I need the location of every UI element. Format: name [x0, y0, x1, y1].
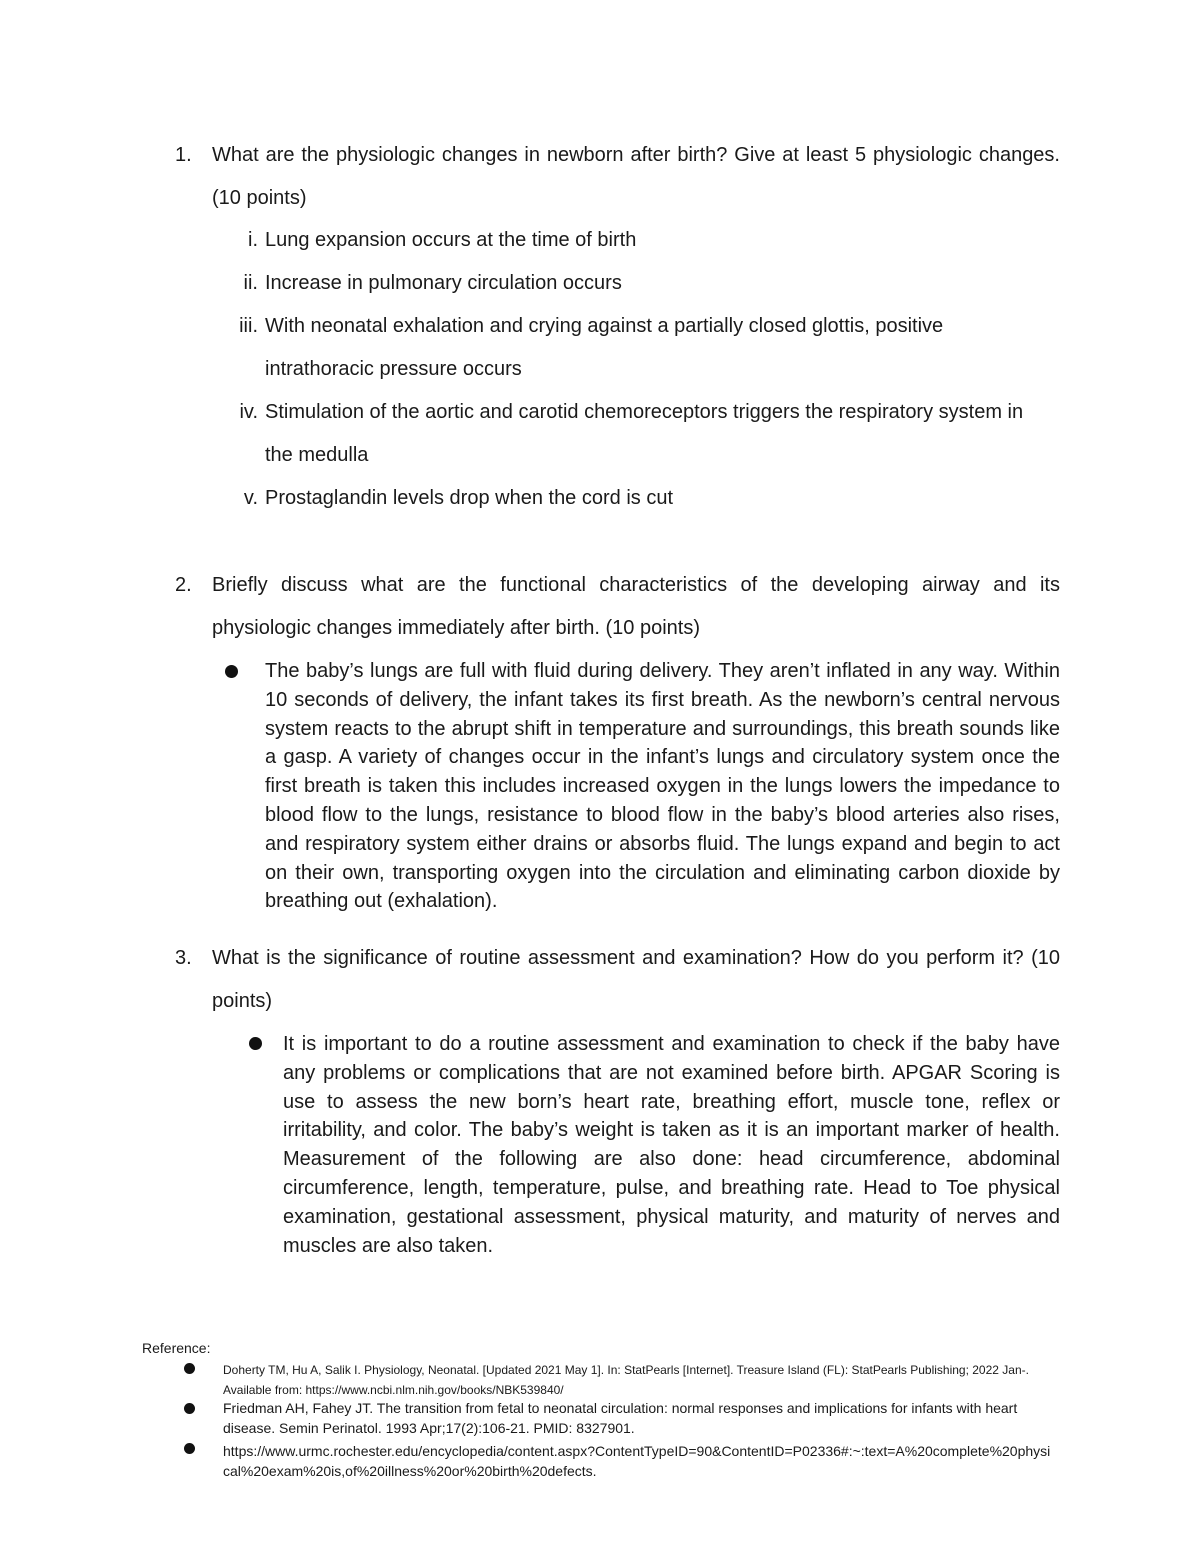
question-text: What is the significance of routine assessment and examination? How do you perform it? (10 points) — [212, 947, 1060, 1012]
answer-paragraph-3: It is important to do a routine assessment and examination to check if the baby have any problems or complications that are not examined before birth. APGAR Scoring is use to assess the new born’s heart rate, breathing effort, muscle tone, reflex or irritability, and color. The baby’s weight is taken as it is an important marker of health. Measurement of the following are also done: head circumference, abdominal circumference, length, temperature, pulse, and breathing rate. Head to Toe physical examination, gestational assessment, physical maturity, and maturity of nerves and muscles are also taken. — [283, 1033, 1060, 1257]
answer-marker: ii. — [243, 272, 258, 294]
reference-item-3: https://www.urmc.rochester.edu/encyclopedia/content.aspx?ContentTypeID=90&ContentID=P02336#:~:text=A%20complete%20physical%20exam%20is,of%20illness%20or%20birth%20defects. — [223, 1443, 1051, 1479]
answer-text: Lung expansion occurs at the time of birth — [265, 229, 637, 251]
bullet-icon — [225, 665, 238, 678]
answer-item-i — [212, 219, 1032, 262]
question-number: 1. — [175, 144, 192, 166]
answer-item-v — [212, 477, 1032, 520]
answer-text: Increase in pulmonary circulation occurs — [265, 272, 622, 294]
answer-item-ii — [212, 262, 1032, 305]
answer-text: Stimulation of the aortic and carotid chemoreceptors triggers the respiratory system in the medulla — [265, 401, 1024, 466]
bullet-icon — [249, 1037, 262, 1050]
answer-paragraph-2: The baby’s lungs are full with fluid during delivery. They aren’t inflated in any way. Within 10 seconds of delivery, the infant takes its first breath. As the newborn’s central nervous system reacts to the abrupt shift in temperature and surroundings, this breath sounds like a gasp. A variety of changes occur in the infant’s lungs and circulatory system once the first breath is taken this includes increased oxygen in the lungs lowers the impedance to blood flow to the lungs, resistance to blood flow in the baby’s blood arteries also rises, and respiratory system either drains or absorbs fluid. The lungs expand and begin to act on their own, transporting oxygen into the circulation and eliminating carbon dioxide by breathing out (exhalation). — [265, 660, 1060, 913]
question-text: Briefly discuss what are the functional characteristics of the developing airway and its physiologic changes immediately after birth. (10 points) — [212, 574, 1060, 639]
reference-item-1: Doherty TM, Hu A, Salik I. Physiology, Neonatal. [Updated 2021 May 1]. In: StatPearls [Internet]. Treasure Island (FL): StatPearls Publishing; 2022 Jan-. Available from: https://www.ncbi.nlm.nih.gov/books/NBK539840/ — [223, 1363, 1029, 1397]
question-3 — [170, 937, 1060, 1023]
question-1 — [170, 134, 1060, 220]
answer-text: With neonatal exhalation and crying against a partially closed glottis, positive intrathoracic pressure occurs — [265, 315, 944, 380]
answer-item-iii — [212, 305, 1032, 391]
question-2 — [170, 564, 1060, 650]
answer-marker: i. — [248, 229, 258, 251]
bullet-icon — [184, 1443, 195, 1454]
reference-item-2: Friedman AH, Fahey JT. The transition from fetal to neonatal circulation: normal responses and implications for infants with heart disease. Semin Perinatol. 1993 Apr;17(2):106-21. PMID: 8327901. — [223, 1400, 1018, 1436]
question-number: 2. — [175, 574, 192, 596]
answer-marker: iii. — [239, 315, 258, 337]
answer-item-iv — [212, 391, 1032, 477]
bullet-icon — [184, 1403, 195, 1414]
question-text: What are the physiologic changes in newborn after birth? Give at least 5 physiologic changes. (10 points) — [212, 144, 1060, 209]
answer-text: Prostaglandin levels drop when the cord is cut — [265, 487, 674, 509]
question-number: 3. — [175, 947, 192, 969]
answer-marker: iv. — [239, 401, 258, 423]
answer-marker: v. — [243, 487, 258, 509]
reference-heading: Reference: — [142, 1340, 211, 1356]
bullet-icon — [184, 1363, 195, 1374]
